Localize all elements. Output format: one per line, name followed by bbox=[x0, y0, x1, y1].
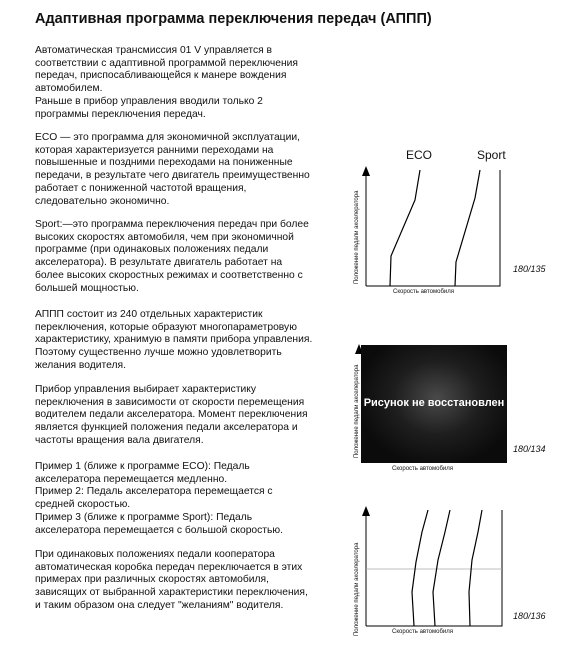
text-line: акселератора перемещается медленно. bbox=[35, 473, 228, 485]
fig1-ylabel: Положение педали акселератора bbox=[354, 190, 360, 284]
fig2-tag: 180/134 bbox=[513, 444, 546, 454]
curve-label-eco: ECO bbox=[406, 148, 433, 162]
text-line: желания водителя. bbox=[35, 359, 126, 371]
text-line: передач, приспосабливающейся к манере вождения bbox=[35, 70, 287, 82]
fig3-xlabel: Скорость автомобиля bbox=[392, 629, 453, 635]
paragraph-examples bbox=[35, 461, 350, 537]
text-line: водителем педали акселератора. Момент переключения bbox=[35, 409, 308, 421]
text-line: Автоматическая трансмиссия 01 V управляется в bbox=[35, 45, 273, 56]
text-line: При одинаковых положениях педали кооператора bbox=[35, 549, 275, 560]
text-line: переключения, которые образуют многопараметровую bbox=[35, 321, 297, 333]
text-line: программы переключения передач. bbox=[35, 108, 206, 120]
text-line: переключения в зависимости от скорости перемещения bbox=[35, 396, 305, 408]
text-line: акселератора перемещается с большой скоростью. bbox=[35, 524, 283, 536]
text-line: следовательно экономично. bbox=[35, 195, 170, 207]
curve-example-1 bbox=[412, 510, 428, 626]
curve-example-3 bbox=[469, 510, 482, 626]
text-line: является функцией положения педали акселератора и bbox=[35, 422, 298, 434]
axis-box bbox=[366, 170, 500, 286]
text-line: высоких скоростях автомобиля, чем при экономичной bbox=[35, 231, 294, 243]
text-line: акселератора). В результате двигатель работает на bbox=[35, 257, 283, 269]
text-line: Пример 2: Педаль акселератора перемещается с bbox=[35, 486, 273, 498]
y-axis-arrow bbox=[362, 166, 370, 176]
text-line: повышенные и поздними переходами на пониженные bbox=[35, 157, 293, 169]
dark-panel bbox=[361, 345, 507, 463]
text-line: Раньше в прибор управления вводили только 2 bbox=[35, 95, 263, 107]
paragraph-sport bbox=[35, 219, 350, 295]
page-title: Адаптивная программа переключения передач (АППП) bbox=[35, 11, 432, 27]
text-line: которая характеризуется ранними переходами на bbox=[35, 144, 274, 156]
fig3-ylabel: Положение педали акселератора bbox=[354, 542, 360, 636]
text-line: ECO — это программа для экономичной эксплуатации, bbox=[35, 132, 300, 143]
fig3-tag: 180/136 bbox=[513, 611, 546, 621]
text-line: автоматическая коробка передач переключается в этих bbox=[35, 561, 303, 573]
not-restored-label: Рисунок не восстановлен bbox=[363, 397, 505, 409]
sport-curve bbox=[455, 170, 480, 286]
paragraph-conclusion bbox=[35, 549, 350, 613]
y-axis-arrow bbox=[362, 506, 370, 516]
text-line: более высоких скоростных режимах и соответственно с bbox=[35, 269, 303, 281]
text-line: Пример 1 (ближе к программе ECO): Педаль bbox=[35, 461, 250, 472]
text-line: соответствии с адаптивной программой переключения bbox=[35, 57, 298, 69]
fig1-xlabel: Скорость автомобиля bbox=[393, 289, 454, 295]
text-line: автомобилем. bbox=[35, 83, 103, 95]
fig1-tag: 180/135 bbox=[513, 264, 546, 274]
paragraph-eco bbox=[35, 132, 350, 208]
curve-example-2 bbox=[433, 510, 450, 626]
curve-label-sport: Sport bbox=[477, 148, 506, 162]
text-line: зависящих от выбранной характеристики переключения, bbox=[35, 587, 308, 599]
text-line: Прибор управления выбирает характеристику bbox=[35, 384, 257, 395]
paragraph-appp bbox=[35, 309, 350, 373]
text-line: примерах при различных скоростях автомобиля, bbox=[35, 574, 269, 586]
text-line: характеристику, хранимую в памяти прибора управления. bbox=[35, 334, 313, 346]
text-line: передачи, в результате чего двигатель преимущественно bbox=[35, 170, 310, 182]
paragraph-intro bbox=[35, 45, 350, 121]
text-line: Поэтому существенно лучше можно удовлетворить bbox=[35, 347, 282, 359]
text-line: и таким образом она следует "желаниям" водителя. bbox=[35, 599, 284, 611]
text-line: Пример 3 (ближе к программе Sport): Педаль bbox=[35, 511, 253, 523]
paragraph-control-unit bbox=[35, 384, 350, 448]
figure-eco-sport-diagram bbox=[350, 160, 550, 295]
fig2-xlabel: Скорость автомобиля bbox=[392, 466, 453, 472]
eco-curve bbox=[390, 170, 420, 286]
text-line: работает с пониженной частотой вращения, bbox=[35, 182, 247, 194]
fig2-ylabel: Положение педали акселератора bbox=[354, 364, 360, 458]
text-line: большей мощностью. bbox=[35, 282, 139, 294]
text-line: частоты вращения вала двигателя. bbox=[35, 434, 204, 446]
text-line: АППП состоит из 240 отдельных характеристик bbox=[35, 309, 263, 320]
text-line: Sport:—это программа переключения передач при более bbox=[35, 219, 309, 230]
text-line: средней скоростью. bbox=[35, 499, 131, 511]
text-line: программе (при одинаковых положениях педали bbox=[35, 244, 269, 256]
